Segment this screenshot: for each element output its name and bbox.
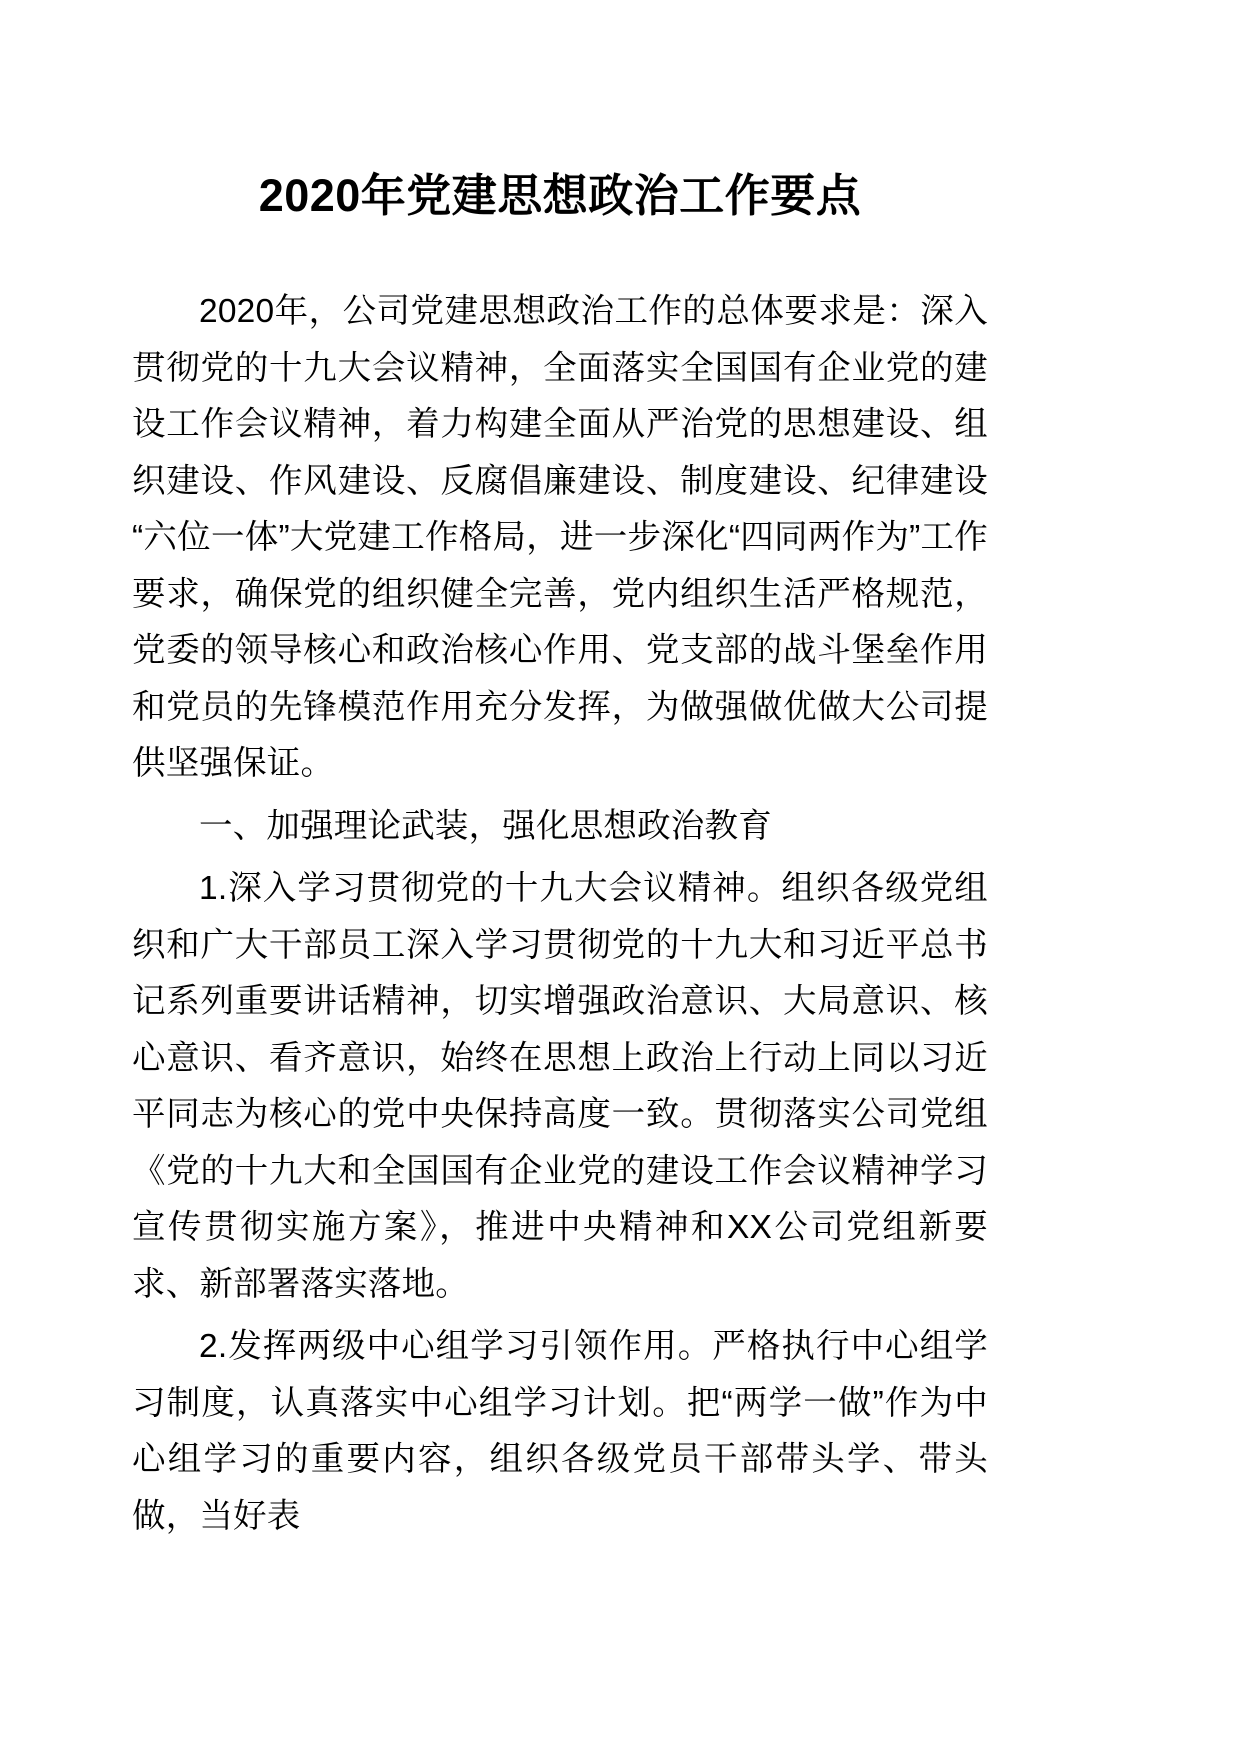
numbered-item-2: 2.发挥两级中心组学习引领作用。严格执行中心组学习制度，认真落实中心组学习计划。把“两学一做”作为中心组学习的重要内容，组织各级党员干部带头学、带头做，当好表 — [132, 1328, 988, 1535]
section-heading-1: 一、加强理论武装，强化思想政治教育 — [199, 807, 772, 845]
paragraph-overview: 2020年，公司党建思想政治工作的总体要求是：深入贯彻党的十九大会议精神，全面落实全国国有企业党的建设工作会议精神，着力构建全面从严治党的思想建设、组织建设、作风建设、反腐倡廉建设、制度建设、纪律建设“六位一体”大党建工作格局，进一步深化“四同两作为”工作要求，确保党的组织健全完善，党内组织生活严格规范，党委的领导核心和政治核心作用、党支部的战斗堡垒作用和党员的先锋模范作用充分发挥，为做强做优做大公司提供坚强保证。 — [132, 293, 988, 783]
page-title: 2020年党建思想政治工作要点 — [258, 170, 862, 221]
document-content — [132, 0, 988, 1545]
numbered-item-1: 1.深入学习贯彻党的十九大会议精神。组织各级党组织和广大干部员工深入学习贯彻党的十九大和习近平总书记系列重要讲话精神，切实增强政治意识、大局意识、核心意识、看齐意识，始终在思想上政治上行动上同以习近平同志为核心的党中央保持高度一致。贯彻落实公司党组《党的十九大和全国国有企业党的建设工作会议精神学习宣传贯彻实施方案》，推进中央精神和XX公司党组新要求、新部署落实落地。 — [132, 870, 988, 1303]
